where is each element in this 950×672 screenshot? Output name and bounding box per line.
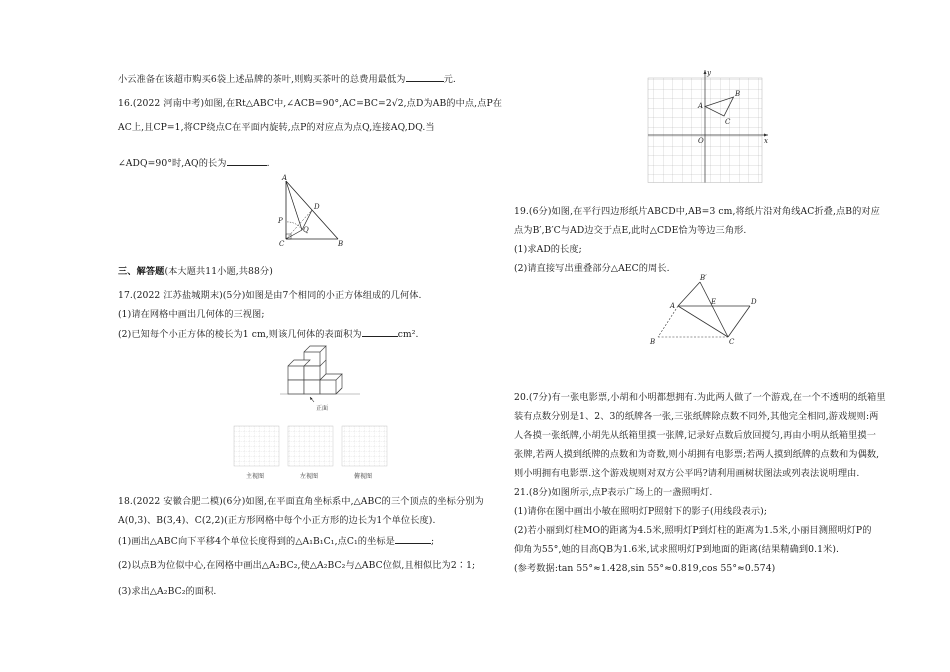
q21-line4: 仰角为55°,她的目高QB为1.6米,试求照明灯P到地面的距离(结果精确到0.1米). [514,544,840,555]
label-b-prime: B′ [700,274,707,282]
top-view-grid[interactable] [342,426,387,466]
origin-label: O [698,137,704,145]
top-view-caption: 俯视图 [354,473,373,480]
q18-line3-text: (1)画出△ABC向下平移4个单位长度得到的△A₁B₁C₁,点C₁的坐标是 [118,536,395,547]
segment-aq [286,181,302,230]
y-axis-label: y [707,69,711,77]
q18-line5: (3)求出△A₂BC₂的面积. [118,586,217,597]
left-view-grid[interactable] [288,426,333,466]
q18-line2: A(0,3)、B(3,4)、C(2,2)(正方形网格中每个小正方形的边长为1个单位长度). [118,515,436,526]
q17-cube-figure [274,342,374,416]
q20-line1: 20.(7分)有一张电影票,小胡和小明都想拥有.为此两人做了一个游戏,在一个不透明的纸箱里 [514,392,886,403]
q19-line4: (2)请直接写出重叠部分△AEC的周长. [514,263,670,274]
q17-line3-suffix: cm². [397,329,419,340]
segment-cd [286,210,312,239]
q16-line3-text: ∠ADQ=90°时,AQ的长为 [118,158,227,169]
q20-line3: 人各摸一张纸牌,小胡先从纸箱里摸一张牌,记录好点数后放回搅匀,再由小明从纸箱里摸一 [514,430,876,441]
q18-line1: 18.(2022 安徽合肥二模)(6分)如图,在平面直角坐标系中,△ABC的三个顶点的坐标分别为 [118,496,484,507]
q16-triangle-figure [278,176,358,248]
q16-line2: AC上,且CP=1,将CP绕点C在平面内旋转,点P的对应点为点Q,连接AQ,DQ.当 [118,122,435,133]
cube-bottom-2 [304,380,320,394]
q16-line1: 16.(2022 河南中考)如图,在Rt△ABC中,∠ACB=90°,AC=BC=2√2,点D为AB的中点,点P在 [118,98,503,109]
point-b-label: B [735,90,741,98]
q17-line3-text: (2)已知每个小正方体的棱长为1 cm,则该几何体的表面积为 [118,329,362,340]
label-a: A [670,302,676,310]
section3-title: 三、解答题 [118,266,165,277]
label-e: E [711,298,717,306]
label-c: C [729,338,735,346]
q15-tail-text: 小云准备在该超市购买6袋上述品牌的茶叶,则购买茶叶的总费用最低为 [118,74,406,85]
point-a-label: A [698,102,704,110]
q18-line4: (2)以点B为位似中心,在网格中画出△A₂BC₂,使△A₂BC₂与△ABC位似,且相似比为2∶1; [118,560,476,571]
segment-cq [286,230,302,239]
front-view-grid[interactable] [234,426,279,466]
label-b: B [650,338,656,346]
q15-tail [118,72,456,86]
segment-ab-dashed [658,306,678,337]
label-d: D [751,298,757,306]
front-label: 正面 [316,405,329,412]
label-b: B [338,240,344,248]
x-axis-label: x [764,137,768,145]
q17-line2: (1)请在网格中画出几何体的三视图; [118,309,265,320]
label-d: D [314,203,320,211]
q20-line5: 则小明拥有电影票.这个游戏规则对双方公平吗?请利用画树状图法或列表法说明理由. [514,468,860,479]
q16-line3 [118,156,270,170]
q19-line2: 点为B′,B′C与AD边交于点E,此时△CDE恰为等边三角形. [514,225,747,236]
q21-line1: 21.(8分)如图所示,点P表示广场上的一盏照明灯. [514,487,713,498]
left-view-caption: 左视图 [300,473,319,480]
answer-blank[interactable] [227,156,267,166]
q19-parallelogram-figure [650,274,757,346]
q17-view-grids [234,426,394,482]
q20-line4: 张牌,若两人摸到纸牌的点数和为奇数,则小胡拥有电影票;若两人摸到纸牌的点数和为偶数, [514,449,880,460]
segment-dc [728,306,750,337]
q18-coordinate-grid [644,70,768,186]
label-c: C [279,240,285,248]
segment-ab1 [678,282,700,306]
cube-stack [288,346,342,394]
section3-note: (本大题共11小题,共88分) [164,266,273,277]
label-p: P [278,217,283,225]
q20-line2: 装有点数分别是1、2、3的纸牌各一张,三张纸牌除点数不同外,其他完全相同,游戏规则:两 [514,411,879,422]
answer-blank[interactable] [406,72,444,82]
answer-blank[interactable] [362,327,398,337]
q21-line2: (1)请你在图中画出小敏在照明灯P照射下的影子(用线段表示); [514,506,768,517]
answer-blank[interactable] [395,534,431,544]
section3-heading [118,266,273,278]
label-a: A [282,174,288,182]
q21-line3: (2)若小丽到灯柱MO的距离为4.5米,照明灯P到灯柱的距离为1.5米,小丽目测照明灯P的 [514,525,872,536]
q15-tail-suffix: 元. [443,74,456,85]
q18-line3 [118,534,434,548]
cube-bottom-1 [288,380,304,394]
point-c-label: C [725,118,731,126]
q17-line1: 17.(2022 江苏盐城期末)(5分)如图是由7个相同的小正方体组成的几何体. [118,290,422,301]
q19-line3: (1)求AD的长度; [514,244,582,255]
label-q: Q [303,226,309,234]
q19-line1: 19.(6分)如图,在平行四边形纸片ABCD中,AB=3 cm,将纸片沿对角线AC折叠,点B的对应 [514,206,880,217]
q18-line3-suffix: ; [430,536,435,547]
front-view-caption: 主视图 [246,473,265,480]
q17-line3 [118,327,419,341]
q16-line3-suffix: . [266,158,270,169]
q21-line5: (参考数据:tan 55°≈1.428,sin 55°≈0.819,cos 55°≈0.574) [514,563,776,574]
